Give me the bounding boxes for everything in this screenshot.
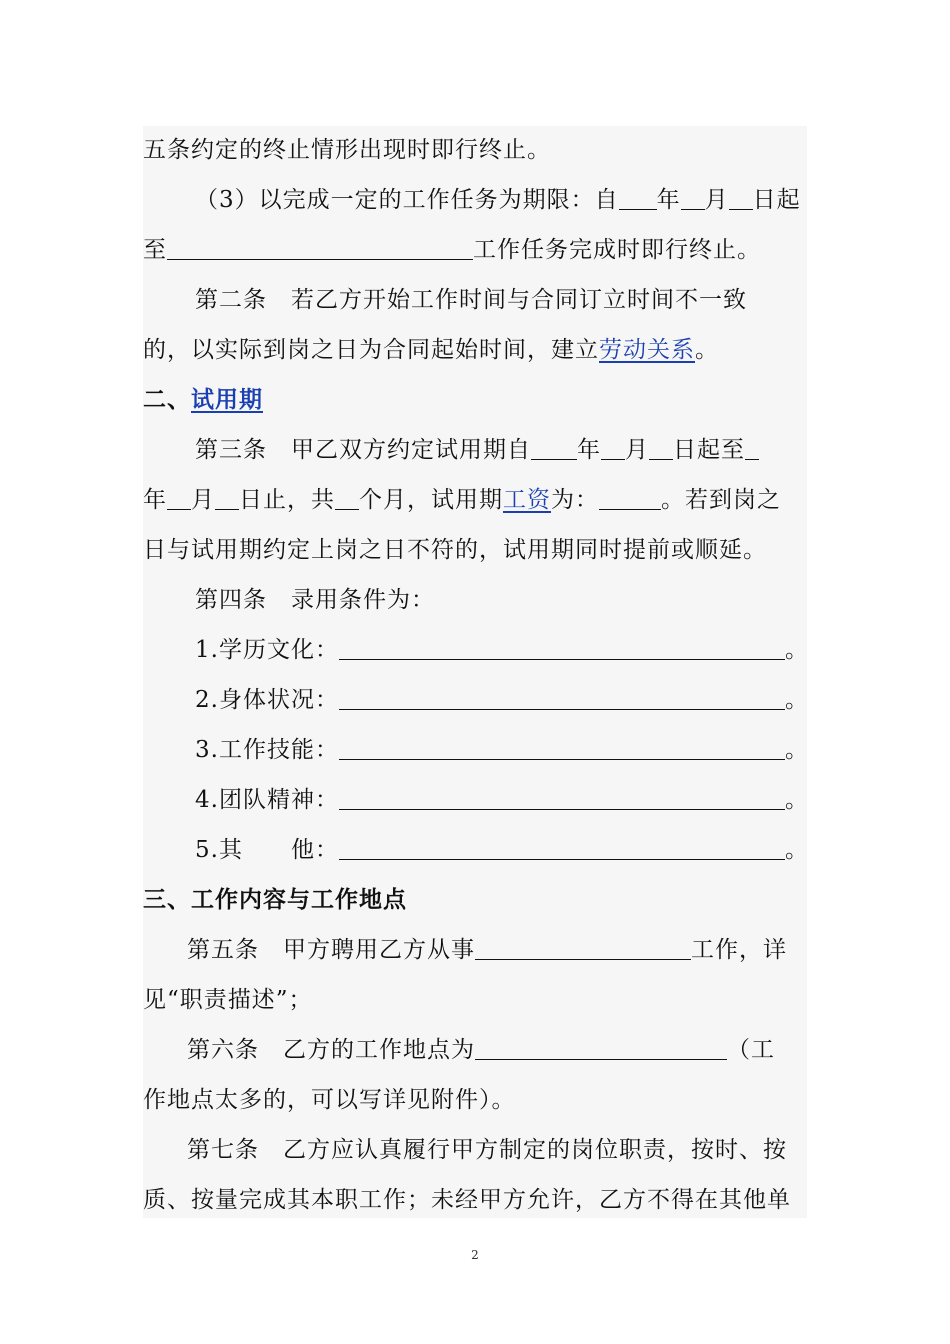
condition-health: 2.身体状况： 。 (195, 687, 809, 713)
paragraph-line: 五条约定的终止情形出现时即行终止。 (143, 137, 551, 163)
condition-skill: 3.工作技能： 。 (195, 737, 809, 763)
section-heading-work: 三、工作内容与工作地点 (143, 886, 407, 913)
blank-field[interactable] (339, 685, 785, 710)
probation-link[interactable]: 试用期 (191, 386, 263, 413)
blank-field[interactable] (339, 835, 785, 860)
paragraph-line: 作地点太多的，可以写详见附件）。 (143, 1087, 516, 1113)
labor-relation-link[interactable]: 劳动关系 (599, 337, 695, 363)
article-7: 第七条 乙方应认真履行甲方制定的岗位职责，按时、按 (187, 1137, 787, 1163)
paragraph-line: 质、按量完成其本职工作；未经甲方允许，乙方不得在其他单 (143, 1187, 791, 1213)
condition-team: 4.团队精神： 。 (195, 787, 809, 813)
article-6: 第六条 乙方的工作地点为 （工 (187, 1037, 775, 1063)
blank-field[interactable] (339, 635, 785, 660)
condition-education: 1.学历文化： 。 (195, 637, 809, 663)
paragraph-line: （3）以完成一定的工作任务为期限：自 年 月 日起 (195, 187, 801, 213)
condition-other: 5.其 他： 。 (195, 837, 809, 863)
page-number: 2 (471, 1248, 479, 1262)
paragraph-line: 见“职责描述”； (143, 987, 313, 1013)
article-3: 第三条 甲乙双方约定试用期自 年 月 日起至 (195, 435, 759, 465)
article-4: 第四条 录用条件为： (195, 587, 435, 613)
paragraph-line: 年 月 日止，共 个月，试用期工资为： 。若到岗之 (143, 487, 781, 513)
wage-link[interactable]: 工资 (503, 487, 551, 513)
blank-field[interactable] (339, 735, 785, 760)
article-5: 第五条 甲方聘用乙方从事 工作，详 (187, 937, 787, 963)
paragraph-line: 日与试用期约定上岗之日不符的，试用期同时提前或顺延。 (143, 537, 767, 563)
article-2: 第二条 若乙方开始工作时间与合同订立时间不一致 (195, 287, 747, 313)
document-body (143, 126, 807, 1218)
blank-field[interactable] (339, 785, 785, 810)
paragraph-line: 至 工作任务完成时即行终止。 (143, 237, 761, 263)
section-heading-probation: 二、试用期 (143, 386, 263, 413)
paragraph-line: 的，以实际到岗之日为合同起始时间，建立劳动关系。 (143, 337, 719, 363)
